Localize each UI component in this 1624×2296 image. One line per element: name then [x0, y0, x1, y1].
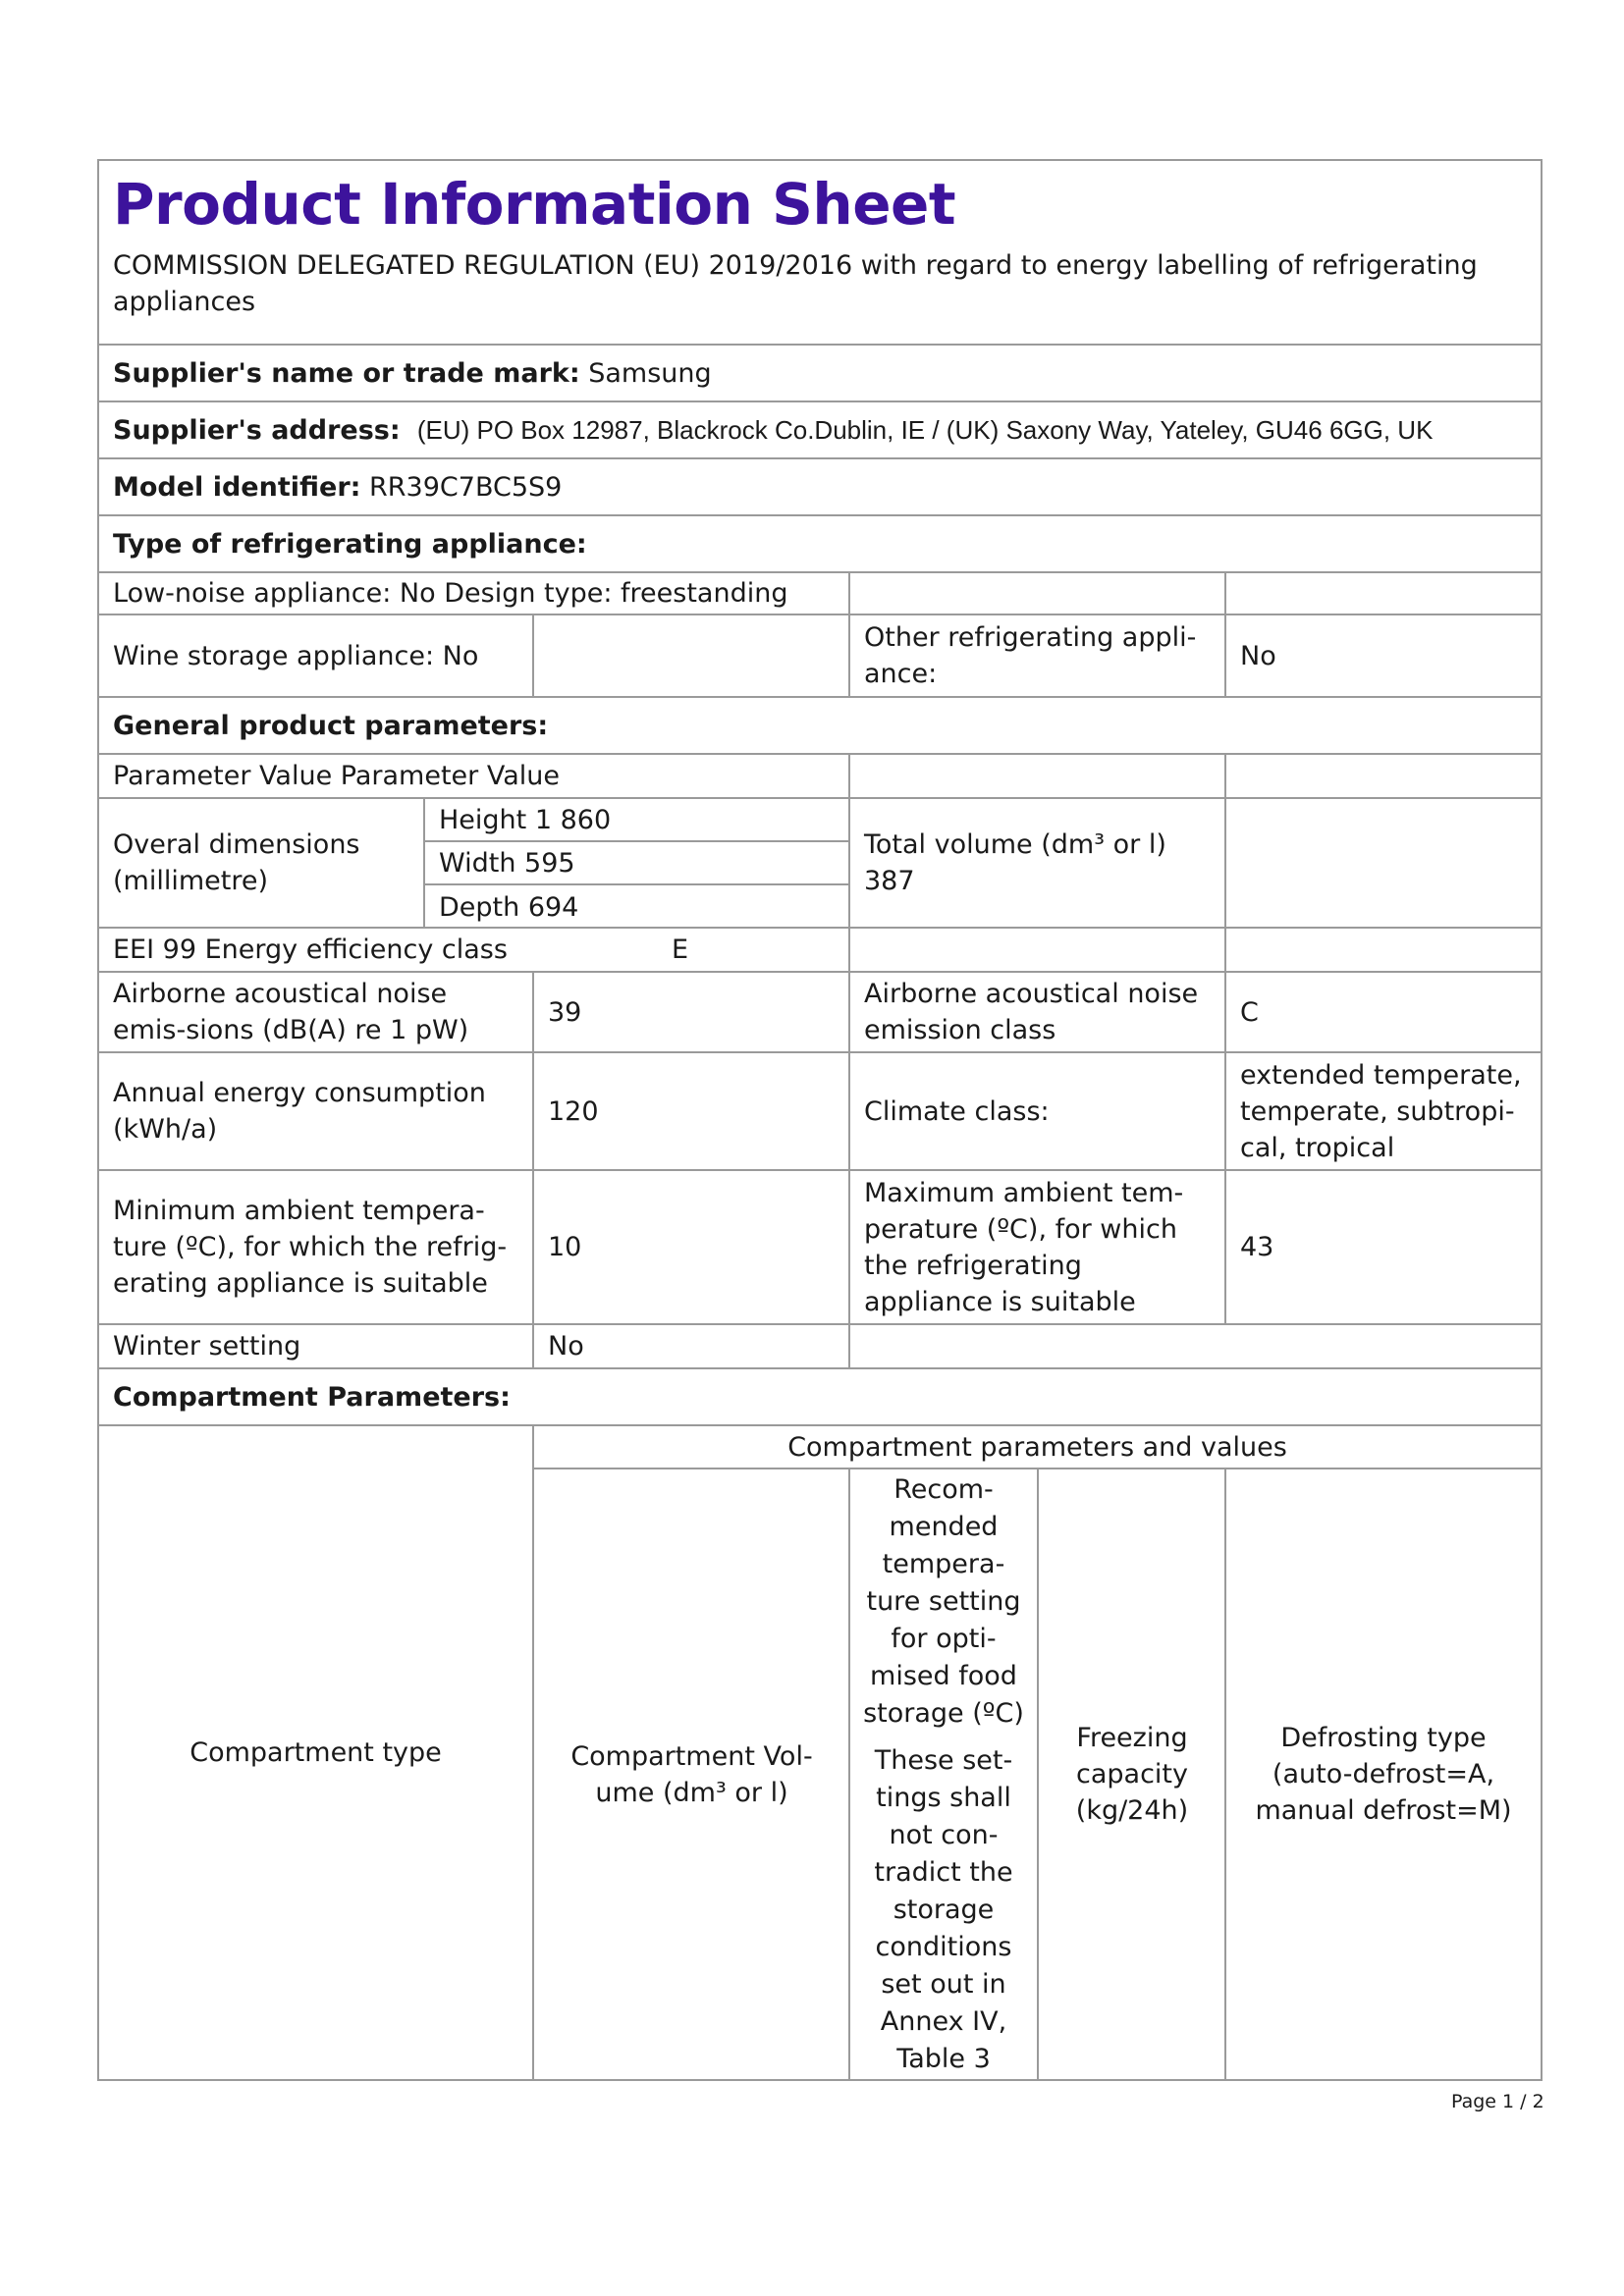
other-appliance-value: No: [1224, 615, 1541, 696]
noise-row: [99, 973, 1541, 1053]
noise-label: Airborne acoustical noise emis-sions (dB(A) re 1 pW): [113, 979, 469, 1045]
recommended-temp-text: Recom-mended tempera-ture setting for opti-mised food storage (ºC): [863, 1473, 1024, 1729]
temperature-row: [99, 1171, 1541, 1325]
winter-label: Winter setting: [113, 1331, 301, 1362]
low-noise-text: Low-noise appliance: No Design type: freestanding: [113, 578, 788, 609]
wine-row: [99, 615, 1541, 698]
general-heading: General product parameters:: [113, 710, 549, 741]
supplier-address-row: [99, 402, 1541, 459]
page-number: Page 1 / 2: [1451, 2091, 1544, 2112]
model-row: [99, 459, 1541, 516]
max-temp-value: 43: [1224, 1171, 1541, 1323]
model-label: Model identifier:: [113, 471, 361, 503]
compartment-type-header: Compartment type: [189, 1737, 442, 1768]
total-volume: Total volume (dm³ or l) 387: [848, 799, 1225, 927]
eei-row: [99, 929, 1541, 973]
defrosting-type-header: Defrosting type (auto-defrost=A, manual defrost=M): [1224, 1469, 1541, 2079]
compartment-table: [99, 1426, 1541, 2081]
recommended-temp-note: These set-tings shall not con-tradict the storage conditions set out in Annex IV, Table 3: [874, 1744, 1013, 2074]
min-temp-value: 10: [532, 1171, 849, 1323]
type-heading: Type of refrigerating appliance:: [113, 528, 587, 560]
freezing-capacity-header: Freezing capacity (kg/24h): [1037, 1469, 1225, 2079]
compartment-volume-header: Compartment Vol-ume (dm³ or l): [532, 1469, 849, 2079]
compartment-heading: Compartment Parameters:: [113, 1381, 511, 1413]
supplier-name-row: [99, 346, 1541, 402]
dimension-width: Width 595: [423, 842, 849, 885]
recommended-temp-header: [848, 1469, 1037, 2079]
dimension-depth: Depth 694: [423, 885, 849, 929]
winter-value: No: [532, 1325, 849, 1367]
noise-class-label: Airborne acoustical noise emission class: [848, 973, 1225, 1051]
product-information-sheet: [97, 159, 1543, 2081]
dimensions-label: Overal dimensions (millimetre): [113, 829, 360, 896]
energy-value: 120: [532, 1053, 849, 1169]
type-heading-row: [99, 516, 1541, 573]
noise-class-value: C: [1224, 973, 1541, 1051]
param-header-text: Parameter Value Parameter Value: [113, 761, 560, 791]
noise-value: 39: [532, 973, 849, 1051]
climate-value: extended temperate, temperate, subtropi-cal, tropical: [1224, 1053, 1541, 1169]
max-temp-label: Maximum ambient tem-perature (ºC), for which the refrigerating appliance is suitable: [848, 1171, 1225, 1323]
supplier-address-label: Supplier's address:: [113, 414, 401, 446]
eei-class-value: E: [672, 934, 689, 965]
min-temp-label: Minimum ambient tempera-ture (ºC), for which the refrig-erating appliance is suitable: [113, 1196, 508, 1299]
dimension-height: Height 1 860: [423, 799, 849, 842]
compartment-group-header: Compartment parameters and values: [532, 1426, 1541, 1469]
low-noise-row: [99, 573, 1541, 615]
other-appliance-label: Other refrigerating appli-ance:: [848, 615, 1225, 696]
page-title: Product Information Sheet: [113, 171, 956, 238]
supplier-name-value: Samsung: [588, 357, 712, 389]
supplier-name-label: Supplier's name or trade mark:: [113, 357, 580, 389]
climate-label: Climate class:: [848, 1053, 1225, 1169]
model-value: RR39C7BC5S9: [369, 471, 563, 503]
dimensions-row: [99, 799, 1541, 929]
supplier-address-value: (EU) PO Box 12987, Blackrock Co.Dublin, IE / (UK) Saxony Way, Yateley, GU46 6GG, UK: [416, 414, 1434, 445]
general-heading-row: [99, 698, 1541, 755]
winter-row: [99, 1325, 1541, 1369]
energy-label: Annual energy consumption (kWh/a): [113, 1078, 486, 1145]
regulation-text: COMMISSION DELEGATED REGULATION (EU) 2019/2016 with regard to energy labelling of refrigerating appliances: [113, 250, 1478, 317]
eei-label: EEI 99 Energy efficiency class: [113, 934, 508, 965]
wine-label: Wine storage appliance: No: [113, 640, 479, 671]
compartment-heading-row: [99, 1369, 1541, 1426]
param-header-row: [99, 755, 1541, 799]
header-block: [99, 161, 1541, 346]
energy-row: [99, 1053, 1541, 1171]
